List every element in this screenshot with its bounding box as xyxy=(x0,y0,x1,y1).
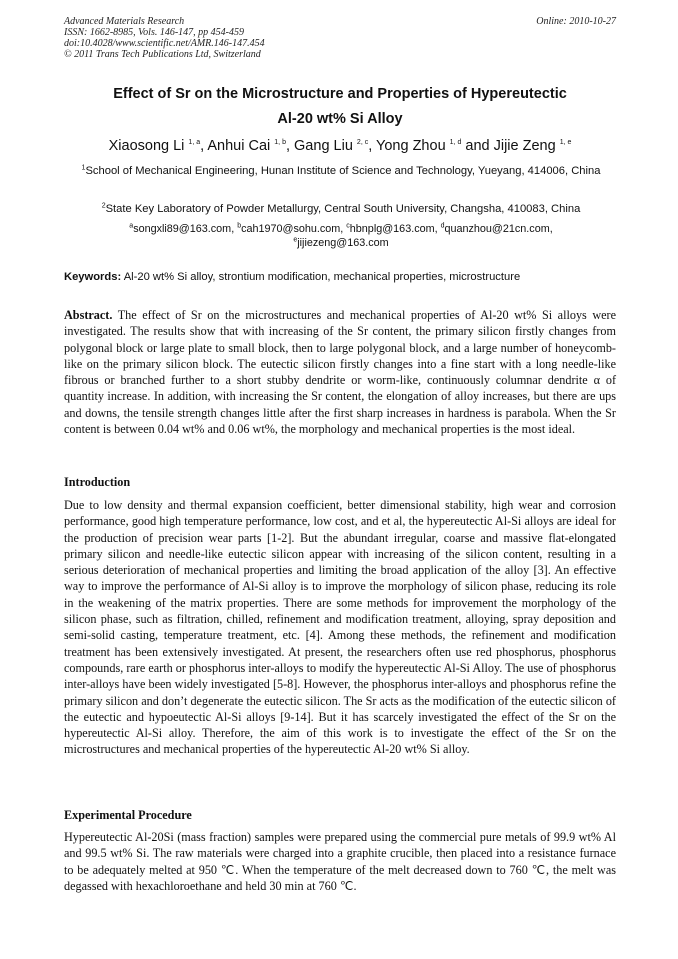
author xyxy=(109,138,201,154)
affiliation-text: School of Mechanical Engineering, Hunan Institute of Science and Technology, Yueyang, 414006, China xyxy=(85,165,601,177)
affiliation-2 xyxy=(56,202,626,217)
author-name: Anhui Cai xyxy=(207,138,271,154)
author-separator: , xyxy=(368,138,377,154)
affiliation-text: State Key Laboratory of Powder Metallurgy, Central South University, Changsha, 410083, China xyxy=(105,203,581,215)
author xyxy=(207,138,286,154)
author-name: Xiaosong Li xyxy=(108,138,185,154)
email-separator: , xyxy=(549,223,553,235)
author-affil-sup: 2, c xyxy=(356,139,369,147)
author-name: Jijie Zeng xyxy=(493,138,556,154)
author-separator: , xyxy=(285,138,295,154)
author xyxy=(294,138,368,154)
email-sup: d xyxy=(440,222,445,230)
email-list xyxy=(56,222,626,250)
email-separator: , xyxy=(340,223,347,235)
journal-name: Advanced Materials Research xyxy=(64,16,185,27)
paper-title xyxy=(64,82,616,132)
email-address: jijiezeng@163.com xyxy=(297,237,389,249)
journal-doi: doi:10.4028/www.scientific.net/AMR.146-147.454 xyxy=(64,38,265,49)
email-sup: a xyxy=(129,222,134,230)
email-separator: , xyxy=(434,223,441,235)
affiliation-sup: 2 xyxy=(101,202,106,210)
affiliation-1 xyxy=(56,164,626,179)
affiliation-sup: 1 xyxy=(81,164,86,172)
author-affil-sup: 1, b xyxy=(274,139,286,147)
author-affil-sup: 1, d xyxy=(449,139,462,147)
email-sup: c xyxy=(346,222,350,230)
abstract-text: The effect of Sr on the microstructures and mechanical properties of Al-20 wt% Si alloys were investigated. The results show that with increasing of the Sr content, the primary silicon firstly changes from polygonal block or large plate to small block, then to large polygonal block, and a large number of honeycomb-like on the primary silicon block. The eutectic silicon firstly changes into a fine start with a long needle-like fibrous or branched further to a short stubby dendrite or worm-like, continuously columnar dendrite α of quantity increase. In addition, with increasing the Sr content, the elongation of alloy increases, but there are ups and downs, the tensile strength changes little after the first sharp increases in hardness is parabola. When the Sr content is between 0.04 wt% and 0.06 wt%, the morphology and mechanical properties is the most ideal. xyxy=(64,308,616,437)
email-address: songxli89@163.com xyxy=(133,223,232,235)
title-line-2: Al-20 wt% Si Alloy xyxy=(277,111,403,127)
experimental-text: Hypereutectic Al-20Si (mass fraction) samples were prepared using the commercial pure metals of 99.9 wt% Al and 99.5 wt% Si. The raw materials were charged into a graphite crucible, then placed into a resistance furnace to be adequately melted at 950 ℃. When the temperature of the melt decreased down to 760 ℃, the melt was degassed with hexachloroethane and held 30 min at 760 ℃. xyxy=(64,830,616,893)
author xyxy=(376,138,461,154)
experimental-heading: Experimental Procedure xyxy=(64,808,192,822)
keywords-label: Keywords: xyxy=(64,271,122,283)
abstract xyxy=(64,307,616,437)
email-sup: b xyxy=(237,222,242,230)
email-separator: , xyxy=(231,223,238,235)
introduction-heading: Introduction xyxy=(64,475,131,489)
author-affil-sup: 1, a xyxy=(188,139,201,147)
abstract-label: Abstract. xyxy=(64,308,113,322)
author-separator: , xyxy=(200,138,208,154)
email-address: quanzhou@21cn.com xyxy=(444,223,550,235)
email-sup: e xyxy=(293,236,298,244)
journal-issn: ISSN: 1662-8985, Vols. 146-147, pp 454-459 xyxy=(64,27,244,38)
title-line-1: Effect of Sr on the Microstructure and Properties of Hypereutectic xyxy=(113,86,567,102)
journal-copyright: © 2011 Trans Tech Publications Ltd, Switzerland xyxy=(64,49,261,60)
journal-header xyxy=(64,16,616,60)
author-name: Gang Liu xyxy=(294,138,353,154)
author-affil-sup: 1, e xyxy=(559,139,572,147)
author xyxy=(494,138,572,154)
email-address: hbnplg@163.com xyxy=(349,223,435,235)
author-name: Yong Zhou xyxy=(376,138,446,154)
online-date: Online: 2010-10-27 xyxy=(536,16,616,27)
email-address: cah1970@sohu.com xyxy=(241,223,341,235)
keywords xyxy=(64,270,624,285)
introduction-text: Due to low density and thermal expansion coefficient, better dimensional stability, high wear and corrosion performance, good high temperature performance, low cost, and et al, the hypereutectic Al-Si alloys are ideal for the production of precision wear parts [1-2]. But the abundant irregular, coarse and massive flat-elongated primary silicon and needle-like eutectic silicon appear with increasing of the silicon content, resulting in a serious deterioration of mechanical properties and limiting the broad application of the alloy [3]. An effective way to improve the performance of Al-Si alloy is to improve the morphology of silicon phase, reducing its role in the weakening of the matrix properties. There are some methods for improvement the morphology of the silicon phase, such as filtration, chilled, refinement and modification treatment, alloying, spray deposition and semi-solid casting, temperature treatment, etc. [4]. Among these methods, the refinement and modification treatment has been extensively investigated. At present, the researchers often use red phosphorus, phosphorus compounds, rare earth or phosphorus inter-alloys to modify the hypereutectic Al-Si Alloy. The use of phosphorus inter-alloys have been widely investigated [5-8]. However, the phosphorus inter-alloys and phosphorus refine the primary silicon and don’t degenerate the eutectic silicon. The Sr acts as the modification of the eutectic silicon of the eutectic and hypoeutectic Al-Si alloys [9-14]. But it has scarcely investigated the effect of the Sr on the hypereutectic Al-Si alloy. Therefore, the aim of this work is to investigate the effect of the Sr on the microstructures and mechanical properties of the hypereutectic Al-20 wt% Si alloy. xyxy=(64,498,616,757)
keywords-text: Al-20 wt% Si alloy, strontium modification, mechanical properties, microstructure xyxy=(121,271,521,283)
author-list xyxy=(40,136,640,156)
author-separator: and xyxy=(461,138,494,154)
